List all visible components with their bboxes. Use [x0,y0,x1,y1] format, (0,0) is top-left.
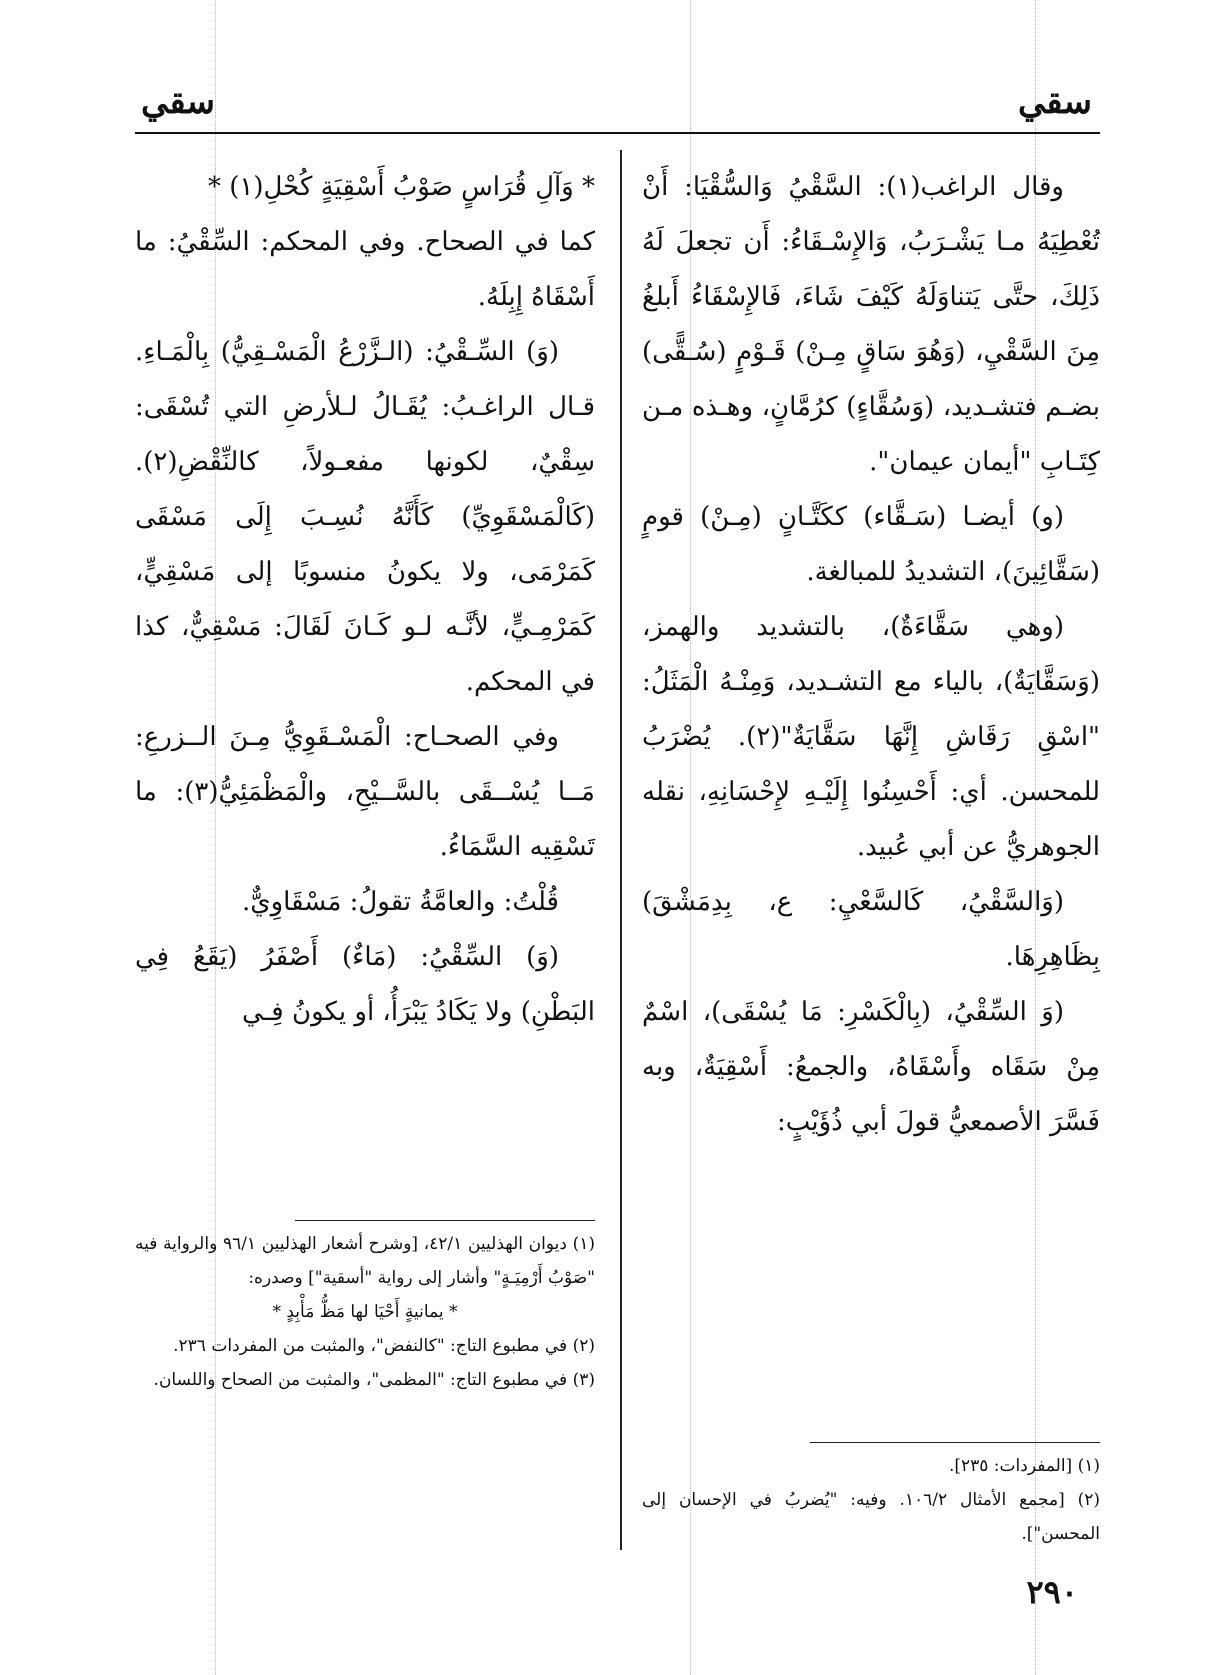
left-column-text [135,160,595,1208]
paragraph: (وَ السِّقْيُ، (بِالْكَسْرِ: مَا يُسْقَى)، اسْمٌ مِنْ سَقَاه وأَسْقَاهُ، والجمعُ: أَسْقِيَةٌ، وبه فَسَّرَ الأصمعيُّ قولَ أبي ذُؤَيْبٍ: [642,997,1100,1137]
paragraph: (وَ) السِّقْيُ: (مَاءٌ) أَصْفَرُ (يَقَعُ فِي البَطْنِ) ولا يَكَادُ يَبْرَأُ، أو يكونُ فِـي [135,942,595,1027]
left-column [135,160,595,1397]
footnote: (٢) [مجمع الأمثال ١٠٦/٢. وفيه: "يُضربُ في الإحسان إلى المحسن"]. [642,1490,1100,1544]
paragraph: كما في الصحاح. وفي المحكم: السِّقْيُ: ما أَسْقَاهُ إِبِلَهُ. [135,227,595,312]
footnote: (٢) في مطبوع التاج: "كالنفض"، والمثبت من المفردات ٢٣٦. [173,1336,595,1356]
running-head-right: سقي [1017,82,1092,122]
footnote-rule [295,1220,595,1221]
poetry-verse: * وَآلِ قُرَاسٍ صَوْبُ أَسْقِيَةٍ كُحْلِ(١) * [207,172,595,202]
paragraph: وقال الراغب(١): السَّقْيُ وَالسُّقْيَا: أَنْ تُعْطِيَهُ مـا يَشْـرَبُ، وَالإِسْـقَاءُ: أَن تجعلَ لَهُ ذَلِكَ، حتَّى يَتناوَلَهُ كَيْفَ شَاءَ، فَالإِسْقَاءُ أَبلغُ مِنَ السَّقْيِ، (وَهُوَ سَاقٍ مِـنْ) قَـوْمٍ (سُـقًّى) بضـم فتشـديد، (وَسُقَّاءٍ) كرُمَّانٍ، وهـذه مـن كِتَـابِ "أيمان عيمان". [642,172,1100,477]
page-header [135,82,1100,134]
column-divider [620,150,622,1550]
right-footnotes [642,1449,1100,1551]
footnote: (١) ديوان الهذليين ٤٢/١، [وشرح أشعار الهذليين ٩٦/١ والرواية فيه "صَوْبُ أَرْمِيَـةٍ" وأشار إلى رواية "أسقية"] وصدره: [135,1234,595,1288]
right-column [642,160,1100,1551]
paragraph: قُلْتُ: والعامَّةُ تقولُ: مَسْقَاوِيٌّ. [242,887,559,917]
footnote-rule [810,1442,1100,1443]
paragraph: (و) أيضـا (سَـقَّاء) ككَتَّـانٍ (مِـنْ) قومٍ (سَقَّائِينَ)، التشديدُ للمبالغة. [642,502,1100,587]
running-head-left: سقي [141,82,216,122]
footnote: (٣) في مطبوع التاج: "المظمى"، والمثبت من الصحاح واللسان. [153,1370,595,1390]
header-rule [135,132,1100,134]
paragraph: وفي الصحـاح: الْمَسْـقَوِيُّ مِـنَ الــزرعِ: مَــا يُسْــقَى بالسَّــيْحِ، والْمَظْمَئِيُّ(٣): ما تَسْقِيه السَّمَاءُ. [135,722,595,862]
left-footnotes [135,1227,595,1397]
page-number: ٢٩٠ [1026,1573,1078,1611]
paragraph: (وَ) السِّـقْيُ: (الـزَّرْعُ الْمَسْـقِيُّ) بِالْمَـاءِ. قـال الراغـبُ: يُقَـالُ لـلأرضِ التي تُسْقَى: سِقْيٌ، لكونها مفعـولاً، كالنِّقْضِ(٢). (كَالْمَسْقَوِيِّ) كَأَنَّهُ نُسِـبَ إِلَى مَسْقَى كَمَرْمَى، ولا يكونُ منسوبًا إلى مَسْقِيٍّ، كَمَرْمِـيٍّ، لأنَّـه لـو كَـانَ لَقَالَ: مَسْقِيٌّ، كذا في المحكم. [135,337,595,697]
footnote: (١) [المفردات: ٢٣٥]. [948,1456,1100,1476]
right-column-text [642,160,1100,1430]
paragraph: (وهي سَقَّاءَةٌ)، بالتشديد والهمز، (وَسَقَّايَةٌ)، بالياء مع التشـديد، وَمِنْـهُ الْمَثَلُ: "اسْقِ رَقَاشِ إِنَّهَا سَقَّايَةٌ"(٢). يُضْرَبُ للمحسن. أي: أَحْسِنُوا إِلَيْـهِ لإِحْسَانِهِ، نقله الجوهريُّ عن أبي عُبيد. [642,612,1101,862]
paragraph: (وَالسَّقْيُ، كَالسَّعْيِ: ع، بِدِمَشْقَ) بِظَاهِرِهَا. [642,887,1100,972]
footnote-verse: * يمانيةٍ أَحْيَا لها مَظُّ مَأْبِدٍ * [272,1302,458,1322]
